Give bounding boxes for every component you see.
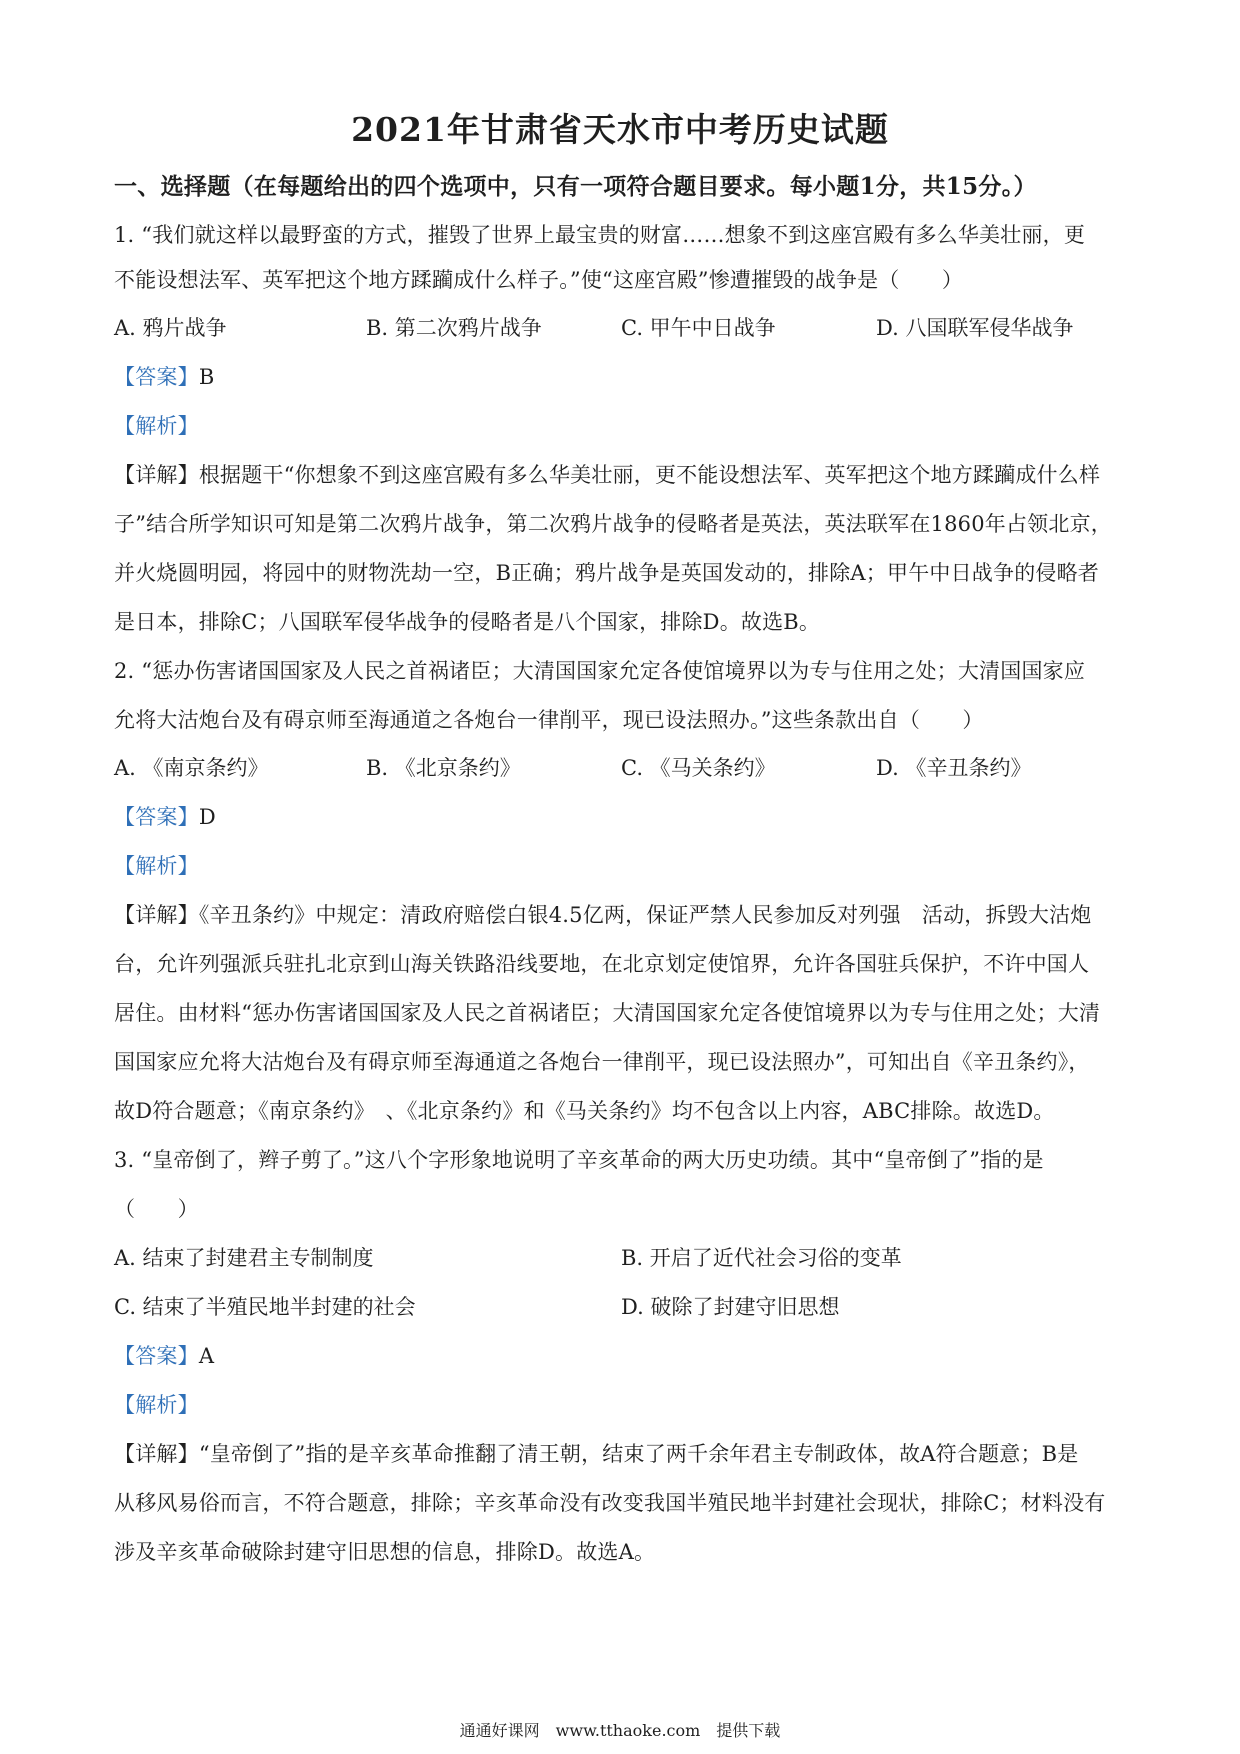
analysis-label: 【解析】 [114,1393,199,1417]
page-footer: 通通好课网 www.tthaoke.com 提供下载 [459,1721,781,1740]
question-1-option-b: B. 第二次鸦片战争 [366,316,542,340]
answer-value: A [198,1344,215,1368]
question-1-stem-line-2: 不能设想法军、英军把这个地方蹂躏成什么样子。”使“这座宫殿”惨遭摧毁的战争是（ ） [114,268,964,292]
question-3-option-b: B. 开启了近代社会习俗的变革 [621,1246,902,1270]
question-2-answer [114,802,216,832]
question-3-option-a: A. 结束了封建君主专制制度 [114,1246,374,1270]
question-2-detail-line-4: 国国家应允将大沽炮台及有碍京师至海通道之各炮台一律削平，现已设法照办”，可知出自《辛丑条约》， [114,1050,1090,1074]
question-3-analysis [114,1390,199,1420]
question-2-option-a: A. 《南京条约》 [114,756,269,780]
question-3-detail-line-3: 涉及辛亥革命破除封建守旧思想的信息，排除D。故选A。 [114,1540,656,1564]
question-2-stem-line-1: 2. “惩办伤害诸国国家及人民之首祸诸臣；大清国国家允定各使馆境界以为专与住用之处；大清国国家应 [114,659,1086,683]
question-3-stem-line-2: （ ） [114,1197,199,1221]
detail-text: 根据题干“你想象不到这座宫殿有多么华美壮丽，更不能设想法军、英军把这个地方蹂躏成什么样 [198,463,1101,487]
analysis-label: 【解析】 [114,414,199,438]
question-3-stem-line-1: 3. “皇帝倒了，辫子剪了。”这八个字形象地说明了辛亥革命的两大历史功绩。其中“皇帝倒了”指的是 [114,1148,1044,1172]
detail-text: 《辛丑条约》中规定：清政府赔偿白银4.5亿两，保证严禁人民参加反对列强 活动，拆毁大沽炮 [198,903,1092,927]
question-1-answer [114,362,214,392]
question-2-option-d: D. 《辛丑条约》 [876,756,1032,780]
question-1-detail-line-1 [114,460,1100,490]
answer-label: 【答案】 [114,365,199,389]
detail-label: 【详解】 [114,463,199,487]
answer-value: D [198,805,216,829]
question-3-option-c: C. 结束了半殖民地半封建的社会 [114,1295,416,1319]
question-1-option-a: A. 鸦片战争 [114,316,227,340]
question-2-stem-line-2: 允将大沽炮台及有碍京师至海通道之各炮台一律削平，现已设法照办。”这些条款出自（ ） [114,708,984,732]
analysis-label: 【解析】 [114,854,199,878]
detail-label: 【详解】 [114,903,199,927]
question-2-analysis [114,851,199,881]
page-title: 2021年甘肃省天水市中考历史试题 [351,110,889,149]
question-2-detail-line-1 [114,900,1092,930]
question-1-detail-line-2: 子”结合所学知识可知是第二次鸦片战争，第二次鸦片战争的侵略者是英法，英法联军在1860年占领北京， [114,512,1112,536]
question-1-analysis [114,411,199,441]
question-1-detail-line-4: 是日本，排除C；八国联军侵华战争的侵略者是八个国家，排除D。故选B。 [114,610,821,634]
question-2-detail-line-3: 居住。由材料“惩办伤害诸国国家及人民之首祸诸臣；大清国国家允定各使馆境界以为专与住用之处；大清 [114,1001,1101,1025]
question-2-detail-line-5: 故D符合题意；《南京条约》 、《北京条约》和《马关条约》均不包含以上内容，ABC排除。故选D。 [114,1099,1055,1123]
answer-value: B [198,365,215,389]
answer-label: 【答案】 [114,805,199,829]
question-1-option-c: C. 甲午中日战争 [621,316,776,340]
question-3-detail-line-2: 从移风易俗而言，不符合题意，排除；辛亥革命没有改变我国半殖民地半封建社会现状，排除C；材料没有 [114,1491,1106,1515]
question-1-detail-line-3: 并火烧圆明园，将园中的财物洗劫一空，B正确；鸦片战争是英国发动的，排除A；甲午中日战争的侵略者 [114,561,1099,585]
detail-label: 【详解】 [114,1442,199,1466]
question-1-stem-line-1: 1. “我们就这样以最野蛮的方式，摧毁了世界上最宝贵的财富……想象不到这座宫殿有多么华美壮丽，更 [114,223,1086,247]
question-2-option-b: B. 《北京条约》 [366,756,521,780]
question-1-option-d: D. 八国联军侵华战争 [876,316,1074,340]
detail-text: “皇帝倒了”指的是辛亥革命推翻了清王朝，结束了两千余年君主专制政体，故A符合题意；B是 [198,1442,1079,1466]
question-2-option-c: C. 《马关条约》 [621,756,776,780]
question-3-answer [114,1341,214,1371]
question-3-option-d: D. 破除了封建守旧思想 [621,1295,840,1319]
section-heading: 一、选择题（在每题给出的四个选项中，只有一项符合题目要求。每小题1分，共15分。） [114,173,1037,200]
answer-label: 【答案】 [114,1344,199,1368]
question-3-detail-line-1 [114,1439,1078,1469]
question-2-detail-line-2: 台，允许列强派兵驻扎北京到山海关铁路沿线要地，在北京划定使馆界，允许各国驻兵保护，不许中国人 [114,952,1090,976]
